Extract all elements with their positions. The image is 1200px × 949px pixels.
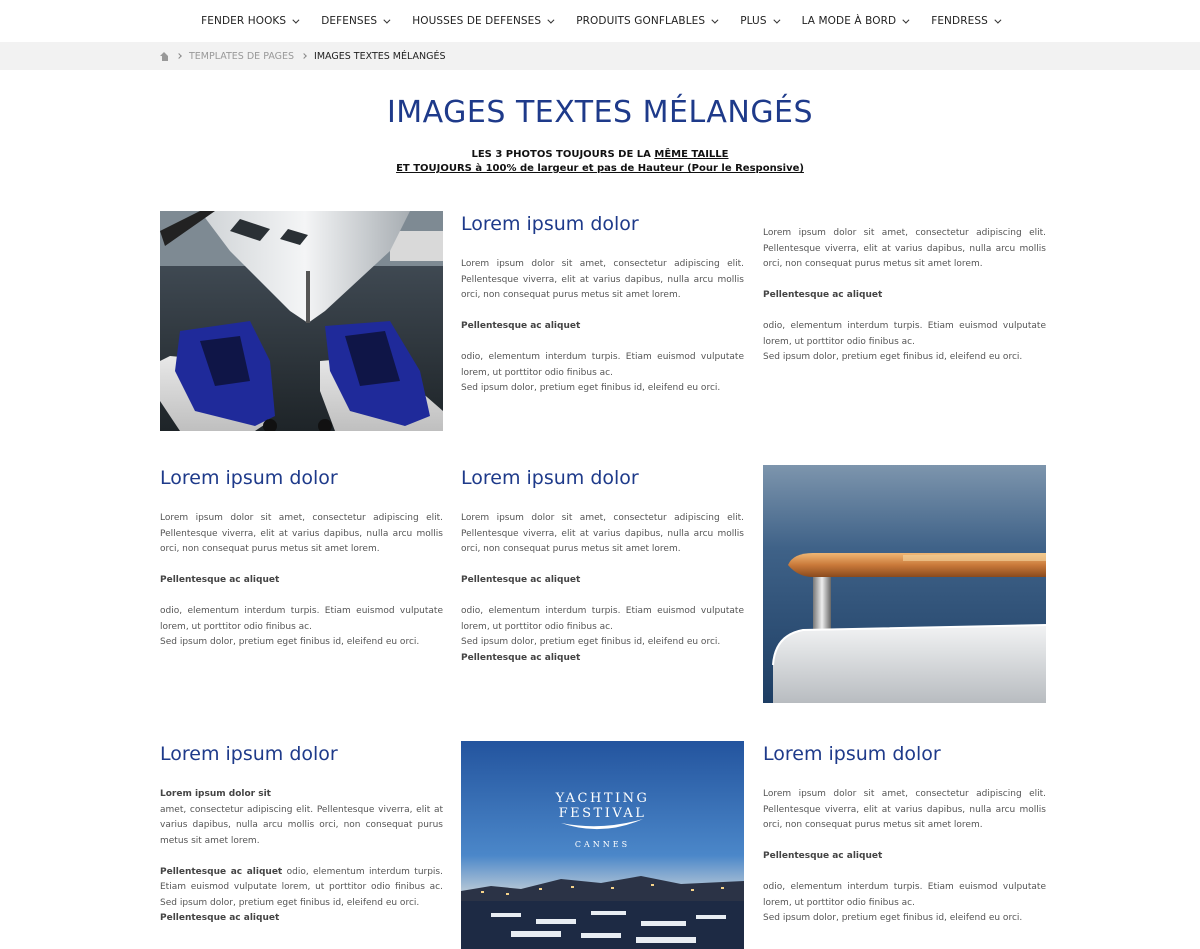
breadcrumb-bar: [0, 42, 1200, 70]
body-text: Sed ipsum dolor, pretium eget finibus id, eleifend eu orci.: [461, 383, 721, 393]
nav-item-fender-hooks[interactable]: [189, 15, 309, 27]
subtitle-emphasis: MÊME TAILLE: [654, 149, 729, 160]
section-heading: Lorem ipsum dolor: [160, 743, 338, 765]
body-bold-text: Pellentesque ac aliquet: [160, 913, 280, 923]
body-text: Sed ipsum dolor, pretium eget finibus id, eleifend eu orci.: [763, 913, 1023, 923]
nav-label: FENDER HOOKS: [201, 15, 287, 27]
body-text: Sed ipsum dolor, pretium eget finibus id, eleifend eu orci.: [160, 637, 420, 647]
subtitle-text: LES 3 PHOTOS TOUJOURS DE LA: [471, 149, 655, 160]
text-block-r1c2: [461, 213, 744, 397]
page-subtitle: [0, 148, 1200, 176]
text-block-r2c1: [160, 467, 443, 651]
body-bold-text: Pellentesque ac aliquet: [461, 652, 581, 663]
nav-label: PRODUITS GONFLABLES: [576, 15, 706, 27]
body-text: Lorem ipsum dolor sit amet, consectetur adipiscing elit. Pellentesque viverra, elit at varius dapibus, nulla arcu mollis orci, non consequat purus metus sit amet lorem.: [160, 513, 443, 554]
nav-menu: [189, 15, 1011, 27]
breadcrumb-current: IMAGES TEXTES MÉLANGÉS: [314, 50, 446, 62]
nav-item-defenses[interactable]: [309, 15, 400, 27]
breadcrumb: [160, 42, 446, 70]
festival-logo-city: CANNES: [574, 840, 631, 849]
body-bold-text: Pellentesque ac aliquet: [461, 575, 581, 585]
festival-logo-line: YACHTING: [555, 791, 650, 806]
section-heading: Lorem ipsum dolor: [461, 467, 639, 489]
nav-item-produits-gonflables[interactable]: [564, 15, 728, 27]
nav-label: FENDRESS: [931, 15, 988, 27]
body-text: Lorem ipsum dolor sit amet, consectetur adipiscing elit. Pellentesque viverra, elit at varius dapibus, nulla arcu mollis orci, non consequat purus metus sit amet lorem.: [763, 789, 1046, 830]
body-text: Lorem ipsum dolor sit amet, consectetur adipiscing elit. Pellentesque viverra, elit at varius dapibus, nulla arcu mollis orci, non consequat purus metus sit amet lorem.: [461, 259, 744, 300]
nav-label: LA MODE À BORD: [801, 15, 897, 27]
body-bold-text: Pellentesque ac aliquet: [763, 290, 883, 300]
chevron-down-icon: [293, 16, 300, 23]
chevron-down-icon: [548, 16, 555, 23]
festival-logo: [461, 791, 744, 852]
chevron-right-icon: [301, 53, 307, 59]
section-heading: Lorem ipsum dolor: [461, 213, 639, 235]
body-text: odio, elementum interdum turpis. Etiam euismod vulputate lorem, ut porttitor odio finibus ac.: [461, 352, 744, 378]
body-bold-text: Pellentesque ac aliquet: [763, 851, 883, 861]
page-title: IMAGES TEXTES MÉLANGÉS: [386, 95, 814, 130]
nav-label: HOUSSES DE DEFENSES: [412, 15, 542, 27]
nav-label: PLUS: [740, 15, 767, 27]
body-text: amet, consectetur adipiscing elit. Pellentesque viverra, elit at varius dapibus, nulla arcu mollis orci, non consequat purus metus sit amet lorem.: [160, 804, 443, 846]
text-block-r2c2: [461, 467, 744, 666]
body-text: odio, elementum interdum turpis. Etiam euismod vulputate lorem, ut porttitor odio finibus ac.: [763, 321, 1046, 347]
chevron-down-icon: [712, 16, 719, 23]
body-bold-text: Lorem ipsum dolor sit: [160, 789, 271, 799]
top-navigation: [0, 0, 1200, 42]
chevron-down-icon: [384, 16, 391, 23]
body-bold-text: Pellentesque ac aliquet: [160, 575, 280, 585]
chevron-down-icon: [903, 16, 910, 23]
body-text: Lorem ipsum dolor sit amet, consectetur adipiscing elit. Pellentesque viverra, elit at varius dapibus, nulla arcu mollis orci, non consequat purus metus sit amet lorem.: [461, 513, 744, 554]
section-heading: Lorem ipsum dolor: [763, 743, 941, 765]
section-heading: Lorem ipsum dolor: [160, 467, 338, 489]
subtitle-line-2: ET TOUJOURS à 100% de largeur et pas de Hauteur (Pour le Responsive): [396, 163, 804, 174]
nav-item-plus[interactable]: [728, 15, 789, 27]
chevron-down-icon: [773, 16, 780, 23]
body-text: Sed ipsum dolor, pretium eget finibus id, eleifend eu orci.: [763, 352, 1023, 362]
nav-item-housses[interactable]: [400, 15, 564, 27]
subtitle-line-1: [0, 148, 1200, 162]
nav-item-la-mode[interactable]: [790, 15, 920, 27]
body-text: odio, elementum interdum turpis. Etiam euismod vulputate lorem, ut porttitor odio finibus ac.: [763, 882, 1046, 908]
festival-logo-line: FESTIVAL: [558, 806, 647, 821]
nav-label: DEFENSES: [321, 15, 378, 27]
inline-bold: Pellentesque ac aliquet: [160, 866, 283, 877]
nav-item-fendress[interactable]: [919, 15, 1011, 27]
chevron-down-icon: [994, 16, 1001, 23]
body-bold-text: Pellentesque ac aliquet: [461, 321, 581, 331]
yacht-jetski-image: [160, 211, 443, 431]
body-text: [160, 865, 443, 912]
body-text: Sed ipsum dolor, pretium eget finibus id, eleifend eu orci.: [461, 637, 721, 647]
body-text: odio, elementum interdum turpis. Etiam euismod vulputate lorem, ut porttitor odio finibus ac.: [160, 606, 443, 632]
inline-text: odio, elementum interdum turpis. Etiam euismod vulputate lorem, ut porttitor odio finibus ac. Sed ipsum dolor, pretium eget finibus id, eleifend eu orci.: [160, 866, 443, 908]
text-block-r3c1: [160, 743, 443, 927]
body-text: odio, elementum interdum turpis. Etiam euismod vulputate lorem, ut porttitor odio finibus ac.: [461, 606, 744, 632]
body-text: Lorem ipsum dolor sit amet, consectetur adipiscing elit. Pellentesque viverra, elit at varius dapibus, nulla arcu mollis orci, non consequat purus metus sit amet lorem.: [763, 228, 1046, 269]
boat-railing-image: [763, 465, 1046, 703]
chevron-right-icon: [176, 53, 182, 59]
breadcrumb-link-templates[interactable]: TEMPLATES DE PAGES: [189, 50, 295, 62]
home-icon[interactable]: [160, 52, 169, 61]
yachting-festival-image: [461, 741, 744, 949]
text-block-r1c3: [763, 226, 1046, 366]
text-block-r3c3: [763, 743, 1046, 927]
